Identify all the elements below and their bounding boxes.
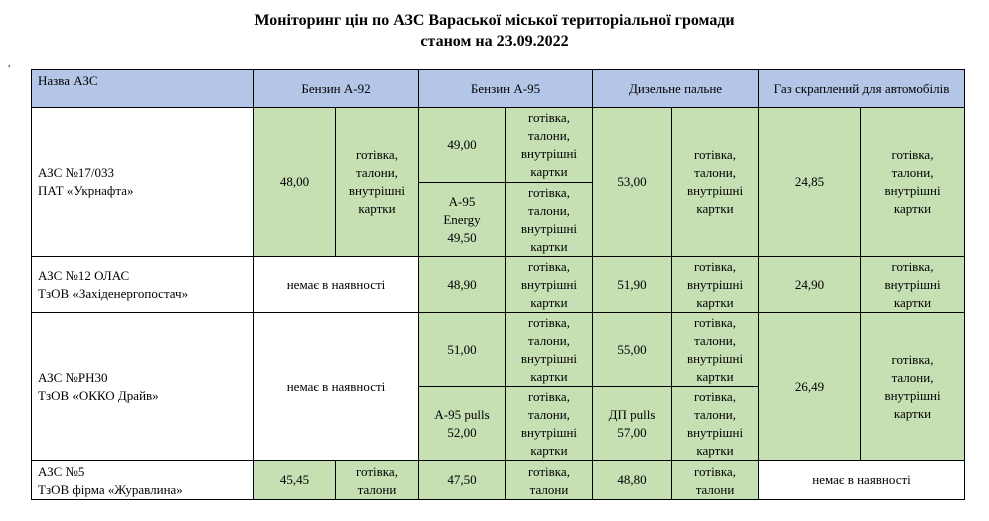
header-a95: Бензин А-95 [419,70,593,108]
payment-diesel-pulls: готівка, талони, внутрішні картки [672,387,759,461]
payment-diesel: готівка, внутрішні картки [672,257,759,313]
station-name: АЗС №12 ОЛАС [38,267,130,283]
price-table [31,69,965,500]
price-gas: 26,49 [759,313,861,461]
payment-a95-pulls: готівка, талони, внутрішні картки [506,387,593,461]
table-row [32,313,965,387]
station-name-cell [32,257,254,313]
price-diesel: 53,00 [593,108,672,257]
payment-diesel: готівка, талони, внутрішні картки [672,108,759,257]
table-row [32,108,965,183]
title-line-2: станом на 23.09.2022 [420,33,569,50]
payment-gas: готівка, талони, внутрішні картки [861,313,965,461]
page-title [0,10,989,52]
payment-a95-energy: готівка, талони, внутрішні картки [506,183,593,257]
station-name-cell [32,313,254,461]
payment-a95: готівка, талони [506,461,593,500]
gas-not-available: немає в наявності [759,461,965,500]
station-name-cell [32,108,254,257]
station-name: АЗС №5 [38,464,85,479]
station-company: ПАТ «Укрнафта» [38,183,134,198]
header-station-name: Назва АЗС [32,70,254,108]
station-company: ТзОВ «ОККО Драйв» [38,387,159,403]
price-a92: 45,45 [254,461,336,500]
price-a95: 49,00 [419,108,506,183]
payment-a92: готівка, талони, внутрішні картки [336,108,419,257]
price-a92: 48,00 [254,108,336,257]
station-name-cell [32,461,254,500]
station-company: ТзОВ фірма «Журавлина» [38,482,183,497]
a92-not-available: немає в наявності [254,257,419,313]
price-a95: 51,00 [419,313,506,387]
station-company: ТзОВ «Західенергопостач» [38,285,189,301]
header-diesel: Дизельне пальне [593,70,759,108]
title-line-1: Моніторинг цін по АЗС Вараської міської територіальної громади [254,12,735,29]
price-a95-energy: А-95 Energy 49,50 [419,183,506,257]
payment-diesel: готівка, талони [672,461,759,500]
price-gas: 24,85 [759,108,861,257]
price-a95-pulls: А-95 pulls 52,00 [419,387,506,461]
header-row [32,70,965,108]
header-a92: Бензин А-92 [254,70,419,108]
station-name: АЗС №РН30 [38,369,108,385]
header-gas: Газ скраплений для автомобілів [759,70,965,108]
price-a95: 48,90 [419,257,506,313]
price-diesel: 51,90 [593,257,672,313]
price-diesel: 48,80 [593,461,672,500]
price-gas: 24,90 [759,257,861,313]
price-diesel-pulls: ДП pulls 57,00 [593,387,672,461]
table-row [32,461,965,500]
price-a95: 47,50 [419,461,506,500]
payment-a95: готівка, внутрішні картки [506,257,593,313]
stray-mark: , [8,58,11,69]
payment-gas: готівка, талони, внутрішні картки [861,108,965,257]
payment-a92: готівка, талони [336,461,419,500]
payment-a95: готівка, талони, внутрішні картки [506,313,593,387]
table-row [32,257,965,313]
station-name: АЗС №17/033 [38,165,115,180]
payment-a95: готівка, талони, внутрішні картки [506,108,593,183]
payment-gas: готівка, внутрішні картки [861,257,965,313]
a92-not-available: немає в наявності [254,313,419,461]
payment-diesel: готівка, талони, внутрішні картки [672,313,759,387]
price-diesel: 55,00 [593,313,672,387]
